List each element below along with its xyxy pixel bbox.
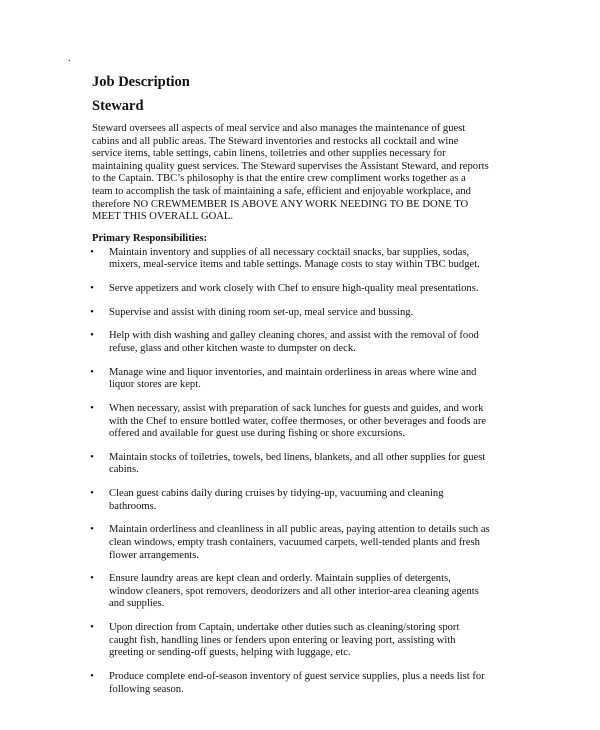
responsibility-text-line: liquor stores are kept. — [109, 379, 201, 391]
bullet-icon: • — [90, 330, 94, 342]
responsibility-text-line: refuse, glass and other kitchen waste to dumpster on deck. — [109, 343, 356, 354]
intro-line: therefore NO CREWMEMBER IS ABOVE ANY WORK NEEDING TO BE DONE TO — [92, 198, 469, 210]
bullet-icon: • — [90, 451, 94, 463]
responsibility-text-line: Maintain orderliness and cleanliness in all public areas, paying attention to details such as — [109, 524, 490, 536]
intro-line: MEET THIS OVERALL GOAL. — [92, 211, 234, 223]
bullet-icon: • — [90, 306, 94, 318]
responsibility-text-line: offered and available for guest use during fishing or shore excursions. — [109, 428, 406, 440]
bullet-icon: • — [90, 524, 94, 536]
page-mark: . — [68, 53, 71, 64]
responsibility-text-line: window cleaners, spot removers, deodorizers and all other interior-area cleaning agents — [109, 585, 479, 597]
responsibility-item — [90, 573, 510, 611]
responsibility-text-line: Ensure laundry areas are kept clean and orderly. Maintain supplies of detergents, — [109, 573, 451, 585]
intro-line: service items, table settings, cabin linens, toiletries and other supplies necessary for — [92, 148, 446, 160]
responsibility-text-line: bathrooms. — [109, 500, 157, 512]
responsibility-text-line: following season. — [109, 683, 184, 695]
responsibility-text-line: flower arrangements. — [109, 549, 200, 561]
intro-paragraph — [92, 123, 512, 224]
responsibility-text-line: with the Chef to ensure bottled water, coffee thermoses, or other beverages and foods are — [109, 415, 487, 427]
responsibility-text-line: cabins. — [109, 464, 139, 476]
job-title: Steward — [92, 98, 144, 114]
responsibility-text-line: Supervise and assist with dining room set-up, meal service and bussing. — [109, 306, 414, 318]
responsibility-text-line: Help with dish washing and galley cleaning chores, and assist with the removal of food — [109, 330, 479, 342]
responsibility-item — [90, 488, 510, 513]
responsibility-text-line: Maintain inventory and supplies of all necessary cocktail snacks, bar supplies, sodas, — [109, 246, 470, 258]
responsibility-text-line: clean windows, empty trash containers, vacuumed carpets, well-tended plants and fresh — [109, 537, 480, 548]
responsibility-item — [90, 283, 510, 296]
bullet-icon: • — [90, 488, 94, 500]
responsibility-item — [90, 367, 510, 392]
responsibility-text-line: Manage wine and liquor inventories, and maintain orderliness in areas where wine and — [109, 366, 477, 378]
intro-line: maintaining quality guest services. The Steward supervises the Assistant Steward, and reports — [92, 160, 489, 172]
intro-line: cabins and all public areas. The Steward inventories and restocks all cocktail and wine — [92, 135, 459, 147]
responsibilities-heading: Primary Responsibilities: — [92, 232, 208, 244]
bullet-icon: • — [90, 246, 94, 258]
bullet-icon: • — [90, 366, 94, 378]
responsibility-item — [90, 403, 510, 441]
responsibility-text-line: and supplies. — [109, 598, 165, 610]
responsibility-item — [90, 524, 510, 562]
responsibility-item — [90, 622, 510, 660]
responsibility-item — [90, 330, 510, 355]
bullet-icon: • — [90, 622, 94, 634]
intro-line: to the Captain. TBC’s philosophy is that the entire crew compliment works together as a — [92, 173, 466, 185]
responsibility-text-line: Serve appetizers and work closely with Chef to ensure high-quality meal presentations. — [109, 283, 479, 295]
document-page — [92, 72, 512, 707]
intro-line: Steward oversees all aspects of meal service and also manages the maintenance of guest — [92, 123, 466, 134]
bullet-icon: • — [90, 671, 94, 683]
responsibility-text-line: mixers, meal-service items and table settings. Manage costs to stay within TBC budget. — [109, 259, 480, 271]
responsibility-item — [90, 307, 510, 320]
document-title: Job Description — [92, 74, 190, 90]
responsibility-item — [90, 247, 510, 272]
responsibility-text-line: Maintain stocks of toiletries, towels, bed linens, blankets, and all other supplies for guest — [109, 451, 486, 463]
responsibilities-list — [90, 247, 510, 696]
intro-line: team to accomplish the task of maintaining a safe, efficient and enjoyable workplace, and — [92, 185, 471, 197]
responsibility-text-line: greeting or sending-off guests, helping with luggage, etc. — [109, 647, 351, 659]
bullet-icon: • — [90, 573, 94, 585]
responsibility-item — [90, 671, 510, 696]
responsibility-text-line: Clean guest cabins daily during cruises by tidying-up, vacuuming and cleaning — [109, 488, 444, 500]
responsibility-text-line: caught fish, handling lines or fenders upon entering or leaving port, assisting with — [109, 634, 456, 646]
responsibility-item — [90, 452, 510, 477]
responsibility-text-line: When necessary, assist with preparation of sack lunches for guests and guides, and work — [109, 402, 484, 414]
bullet-icon: • — [90, 402, 94, 414]
bullet-icon: • — [90, 283, 94, 295]
responsibility-text-line: Upon direction from Captain, undertake other duties such as cleaning/storing sport — [109, 622, 460, 634]
responsibility-text-line: Produce complete end-of-season inventory of guest service supplies, plus a needs list for — [109, 671, 485, 683]
